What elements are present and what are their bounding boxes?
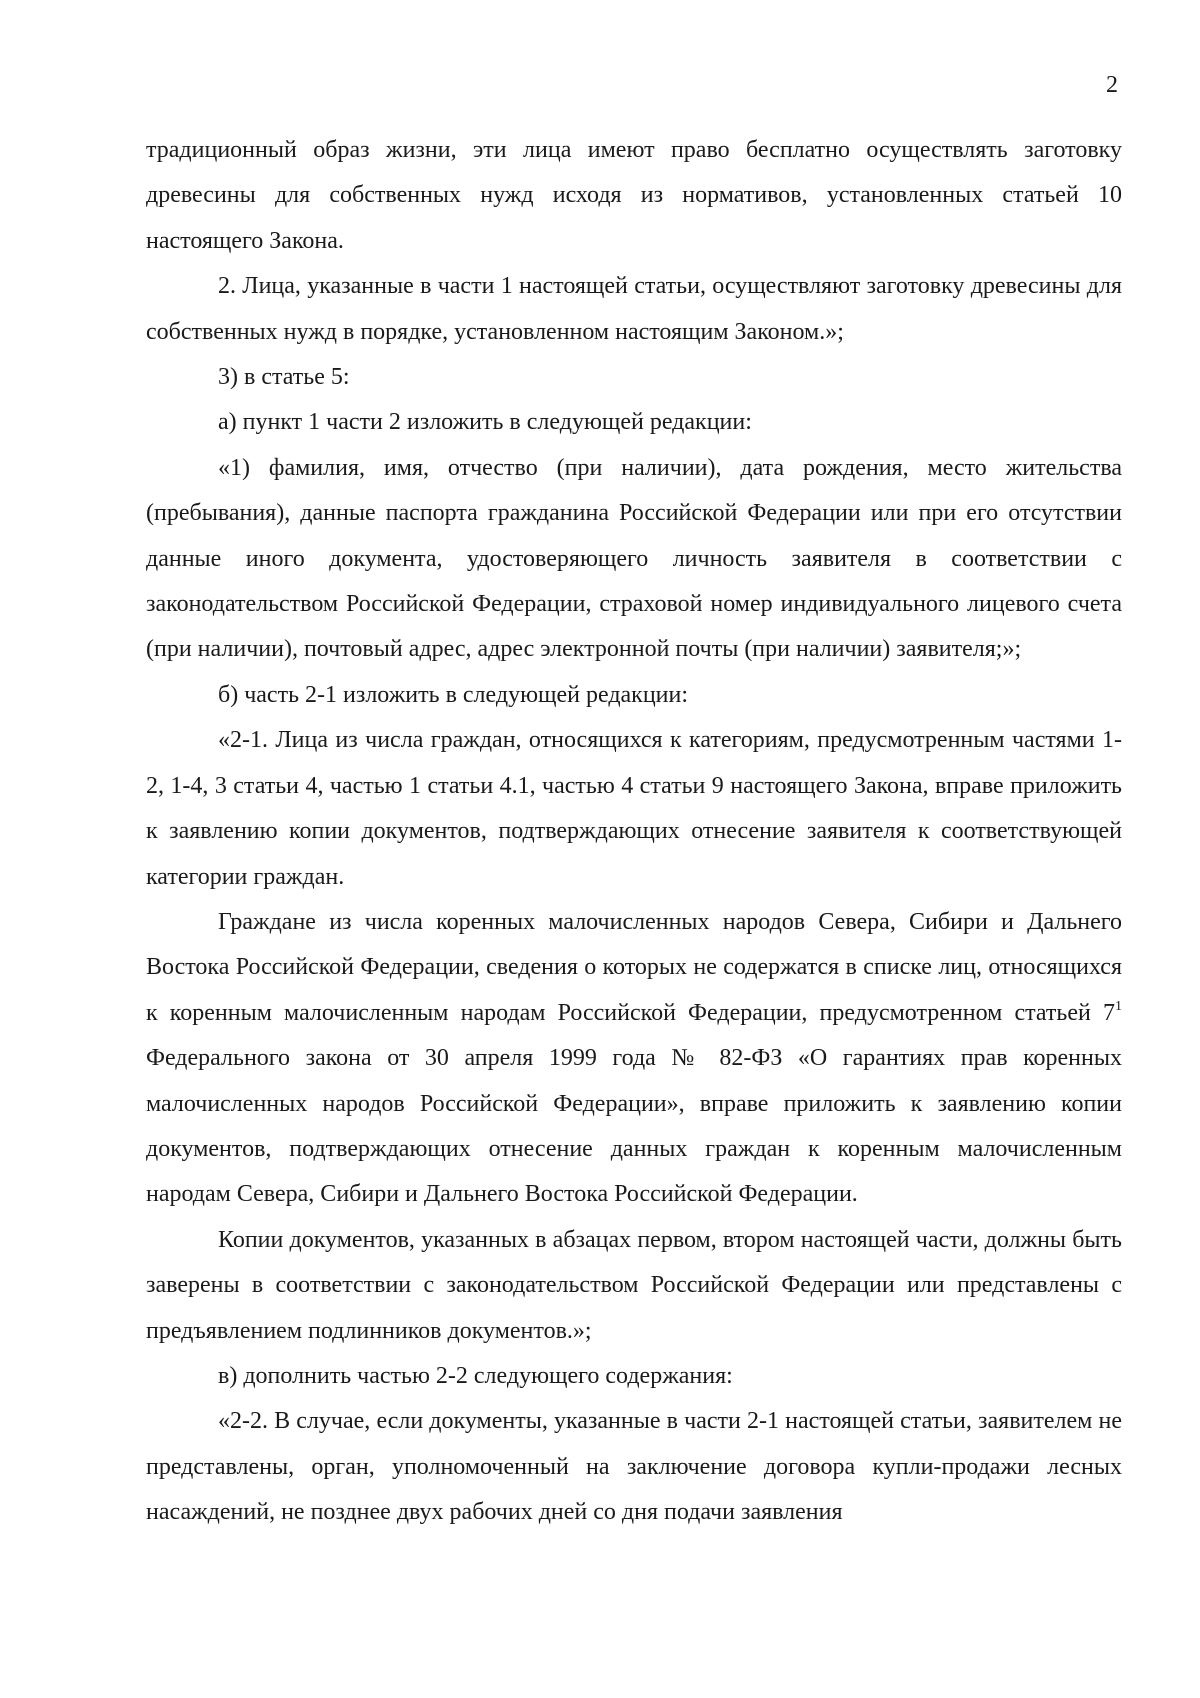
paragraph-document-copies: Копии документов, указанных в абзацах первом, втором настоящей части, должны быть заверены в соответствии с законодательством Российской Федерации или представлены с предъявлением подлинников документов.»; <box>146 1226 1122 1344</box>
paragraph-text-before-superscript: Граждане из числа коренных малочисленных народов Севера, Сибири и Дальнего Востока Российской Федерации, сведения о которых не содержатся в списке лиц, относящихся к коренным малочисленным народам Российской Федерации, предусмотренном статьей 7 <box>146 908 1122 1026</box>
paragraph-subitem-v: в) дополнить частью 2-2 следующего содержания: <box>218 1362 733 1389</box>
paragraph-indigenous-citizens <box>146 900 1122 1218</box>
document-body <box>146 128 1122 1536</box>
paragraph-quoted-part-2-1: «2-1. Лица из числа граждан, относящихся к категориям, предусмотренным частями 1-2, 1-4, 3 статьи 4, частью 1 статьи 4.1, частью 4 статьи 9 настоящего Закона, вправе приложить к заявлению копии документов, подтверждающих отнесение заявителя к соответствующей категории граждан. <box>146 727 1122 890</box>
paragraph-quoted-part-2-2: «2-2. В случае, если документы, указанные в части 2-1 настоящей статьи, заявителем не представлены, орган, уполномоченный на заключение договора купли-продажи лесных насаждений, не позднее двух рабочих дней со дня подачи заявления <box>146 1408 1122 1526</box>
paragraph-item-3: 3) в статье 5: <box>218 364 350 391</box>
page-number: 2 <box>1106 72 1118 98</box>
paragraph-subitem-a: а) пункт 1 части 2 изложить в следующей редакции: <box>218 409 752 436</box>
paragraph-text-after-superscript: Федерального закона от 30 апреля 1999 года № 82-ФЗ «О гарантиях прав коренных малочисленных народов Российской Федерации», вправе приложить к заявлению копии документов, подтверждающих отнесение данных граждан к коренным малочисленным народам Севера, Сибири и Дальнего Востока Российской Федерации. <box>146 1045 1122 1208</box>
article-superscript: 1 <box>1115 998 1122 1014</box>
paragraph-continuation: традиционный образ жизни, эти лица имеют право бесплатно осуществлять заготовку древесины для собственных нужд исходя из нормативов, установленных статьей 10 настоящего Закона. <box>146 137 1122 254</box>
paragraph-subitem-b: б) часть 2-1 изложить в следующей редакции: <box>218 681 689 708</box>
paragraph-clause-2: 2. Лица, указанные в части 1 настоящей статьи, осуществляют заготовку древесины для собственных нужд в порядке, установленном настоящим Законом.»; <box>146 273 1122 345</box>
paragraph-quoted-point-1: «1) фамилия, имя, отчество (при наличии), дата рождения, место жительства (пребывания), данные паспорта гражданина Российской Федерации или при его отсутствии данные иного документа, удостоверяющего личность заявителя в соответствии с законодательством Российской Федерации, страховой номер индивидуального лицевого счета (при наличии), почтовый адрес, адрес электронной почты (при наличии) заявителя;»; <box>146 454 1122 663</box>
